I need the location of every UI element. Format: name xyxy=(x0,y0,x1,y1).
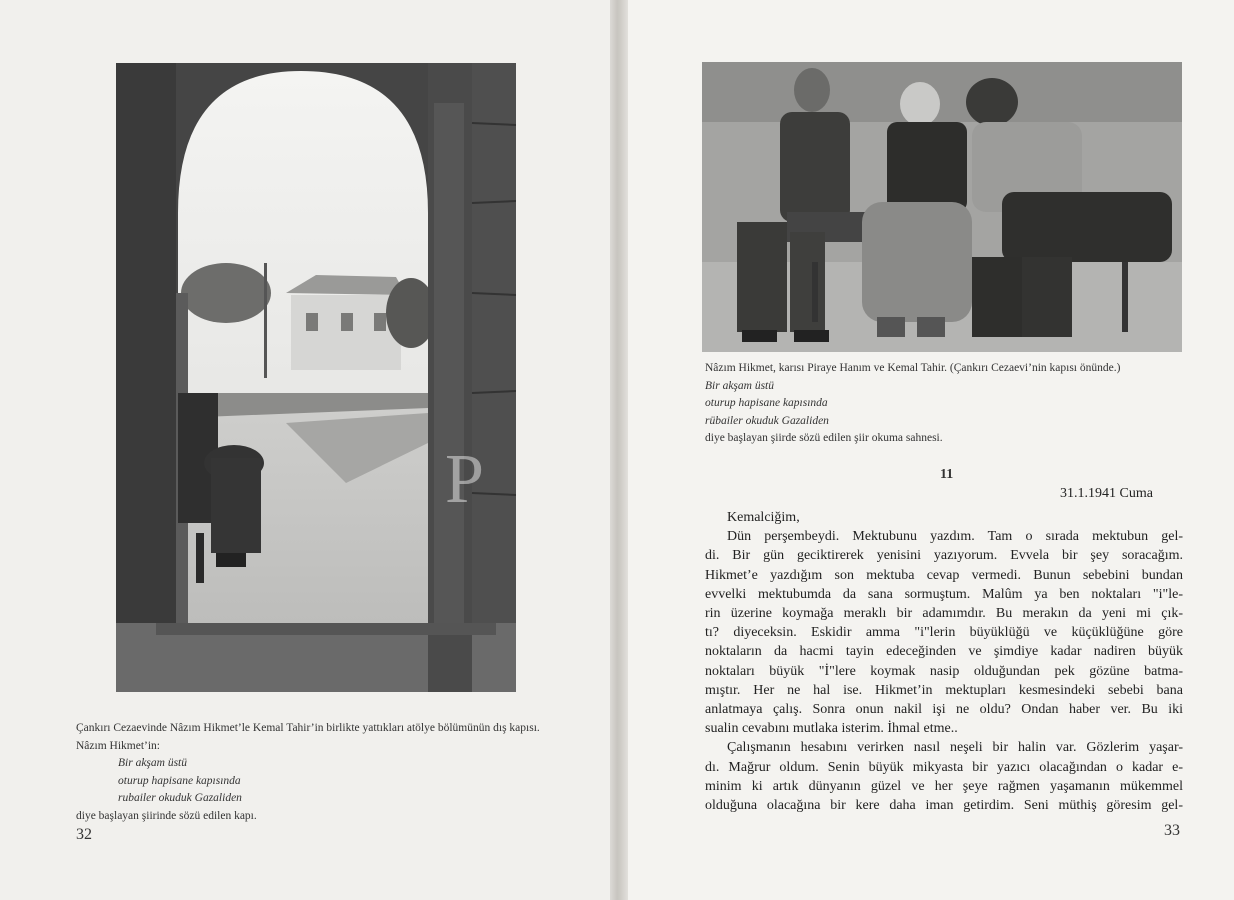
text-line: sualin cevabını mutlaka isterim. İhmal etme.. xyxy=(705,721,958,737)
text-line: tı? diyeceksin. Eskidir amma "i"lerin büyüklüğü ve küçüklüğüne göre xyxy=(705,625,1183,641)
text-line: anlatmaya çalış. Sonra onun nakil işi ne oldu? Ondan haber ver. Bu iki xyxy=(705,702,1183,718)
letter-salutation: Kemalciğim, xyxy=(727,510,800,525)
caption-verse: rübailer okuduk Gazaliden xyxy=(705,414,829,427)
caption-verse: Bir akşam üstü xyxy=(705,379,774,392)
page-number-right: 33 xyxy=(1164,822,1180,839)
caption-verse: Bir akşam üstü xyxy=(118,757,187,769)
letter-paragraph-2 xyxy=(705,738,1183,815)
group-photo xyxy=(702,62,1182,352)
letter-body xyxy=(705,508,1183,815)
text-line: noktaların da hacmi tayin edeceğinden ve şimdiye kadar nadiren büyük xyxy=(705,644,1183,660)
archway-photo xyxy=(116,63,516,692)
caption-outro: diye başlayan şiirinde sözü edilen kapı. xyxy=(76,809,257,822)
caption-intro: Nâzım Hikmet, karısı Piraye Hanım ve Kemal Tahir. (Çankırı Cezaevi’nin kapısı önünde.) xyxy=(705,362,1121,374)
text-line: rin üzerine koymağa meraklı bir adamımdır. Bu merakın da yeni mi çık- xyxy=(705,606,1183,622)
caption-intro: Çankırı Cezaevinde Nâzım Hikmet’le Kemal Tahir’in birlikte yattıkları atölye bölümünün dış kapısı. Nâzım Hikmet’in: xyxy=(76,722,540,752)
text-line: noktaları büyük "İ"lere koymak nasip olduğundan pek gözüne batma- xyxy=(705,663,1183,679)
text-line: mıştır. Her ne hal ise. Hikmet’in mektupları kesmesindeki sebebi bana xyxy=(705,682,1183,698)
text-line: di. Bir gün geciktirerek yenisini yazıyorum. Evvela bir şey soracağım. xyxy=(705,548,1183,564)
watermark: P xyxy=(445,441,484,518)
right-photo-caption xyxy=(705,360,1175,448)
text-line: evvelki mektubumda da sana sormuştum. Malûm ya ben noktaları "i"le- xyxy=(705,586,1183,602)
text-line: dı. Mağrur oldum. Senin büyük mikyasta bir yazıcı olacağından o kadar e- xyxy=(705,759,1183,775)
text-line: Çalışmanın hesabını verirken nasıl neşeli bir halin var. Gözlerim yaşar- xyxy=(727,740,1183,756)
caption-verse: rubailer okuduk Gazaliden xyxy=(118,792,242,804)
text-line: minim ki artık dünyanın güzel ve her şeye rağmen yaşamanın mükemmel xyxy=(705,778,1183,794)
chapter-number: 11 xyxy=(940,467,954,482)
letter-paragraph-1 xyxy=(705,527,1183,738)
left-page xyxy=(0,0,610,900)
left-photo-caption xyxy=(76,720,546,825)
caption-verse: oturup hapisane kapısında xyxy=(705,397,828,409)
letter-date: 31.1.1941 Cuma xyxy=(1060,486,1153,501)
text-line: Hikmet’e yazdığım son mektuba cevap vermedi. Bunun sebebini bundan xyxy=(705,567,1183,583)
text-line: Dün perşembeydi. Mektubunu yazdım. Tam o sırada mektubun gel- xyxy=(727,529,1183,545)
book-gutter xyxy=(610,0,628,900)
text-line: olduğuna olacağına bir kere daha iman getirdim. Seni müthiş göresim gel- xyxy=(705,798,1183,814)
caption-outro: diye başlayan şiirde sözü edilen şiir okuma sahnesi. xyxy=(705,432,943,444)
caption-verse: oturup hapisane kapısında xyxy=(118,774,241,787)
page-number-left: 32 xyxy=(76,826,92,843)
